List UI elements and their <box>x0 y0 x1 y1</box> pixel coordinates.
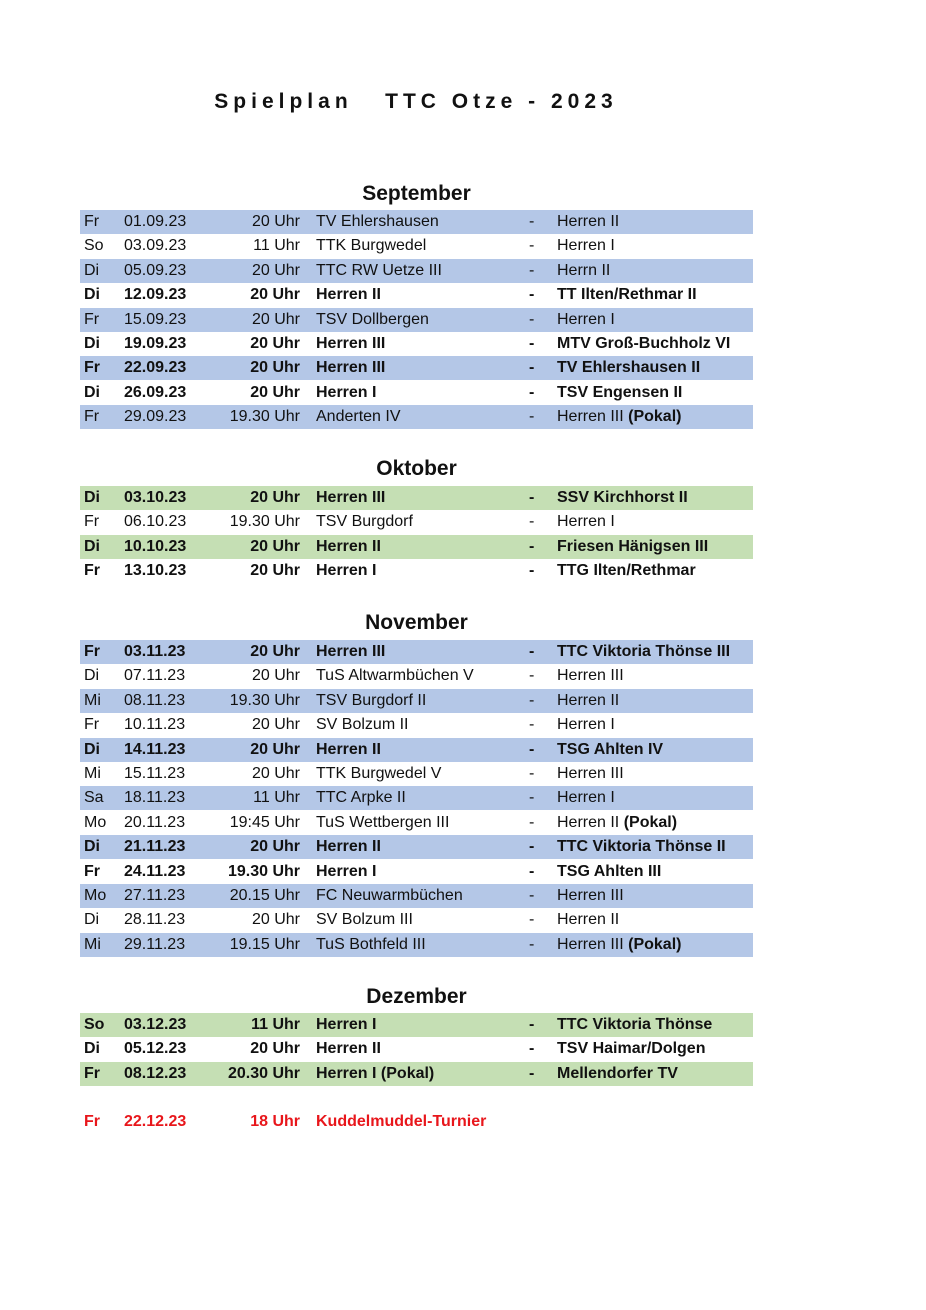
match-time: 19.30 Uhr <box>229 513 300 531</box>
weekday: Di <box>84 286 100 304</box>
dash-separator: - <box>529 643 535 660</box>
match-row <box>80 640 753 664</box>
match-date: 19.09.23 <box>124 335 187 352</box>
home-team: TV Ehlershausen <box>316 213 439 230</box>
match-time: 20 Uhr <box>251 667 300 685</box>
match-row <box>80 713 753 737</box>
match-date: 14.11.23 <box>124 740 186 758</box>
match-time: 20 Uhr <box>250 740 300 758</box>
match-time: 20 Uhr <box>250 359 300 377</box>
match-time: 11 Uhr <box>251 1016 300 1033</box>
match-row <box>80 835 753 859</box>
event-date: 22.12.23 <box>124 1113 187 1130</box>
home-team: Herren II <box>316 286 381 304</box>
match-date: 26.09.23 <box>124 383 187 401</box>
away-team: Herren I <box>557 237 615 255</box>
weekday: Di <box>84 261 100 279</box>
page-title: Spielplan TTC Otze - 2023 <box>214 90 618 113</box>
home-team: TuS Wettbergen III <box>316 813 450 831</box>
away-team: Herrn II <box>557 261 611 279</box>
away-team: TSV Engensen II <box>557 383 683 401</box>
match-row <box>80 738 753 762</box>
match-row <box>80 381 753 405</box>
month-title: September <box>362 182 471 205</box>
match-date: 03.11.23 <box>124 643 186 660</box>
match-row <box>80 356 753 380</box>
away-team: Mellendorfer TV <box>557 1064 678 1082</box>
match-row <box>80 933 753 957</box>
weekday: Di <box>84 537 100 555</box>
match-time: 20 Uhr <box>251 310 300 328</box>
match-time: 20 Uhr <box>250 383 300 401</box>
away-team: MTV Groß-Buchholz VI <box>557 335 731 352</box>
match-date: 28.11.23 <box>124 911 186 929</box>
away-team: Herren II <box>557 213 620 230</box>
month-title: Dezember <box>366 985 467 1008</box>
weekday: Mi <box>84 935 101 953</box>
match-row <box>80 332 753 356</box>
home-team: Herren III <box>316 359 386 377</box>
match-time: 20 Uhr <box>250 537 300 555</box>
match-time: 20.15 Uhr <box>229 887 300 904</box>
home-team: Herren III <box>316 335 386 352</box>
home-team: TSV Burgdorf II <box>316 691 427 709</box>
match-row <box>80 405 753 429</box>
dash-separator: - <box>529 383 535 401</box>
dash-separator: - <box>529 562 535 580</box>
weekday: Sa <box>84 789 104 807</box>
weekday: Fr <box>84 310 100 328</box>
weekday: So <box>84 237 104 255</box>
match-row <box>80 664 753 688</box>
match-date: 08.12.23 <box>124 1064 187 1082</box>
match-row <box>80 1037 753 1061</box>
match-row <box>80 259 753 283</box>
match-date: 10.10.23 <box>124 537 187 555</box>
weekday: So <box>84 1016 105 1033</box>
away-team: Herren I <box>557 513 615 531</box>
dash-separator: - <box>529 213 535 230</box>
home-team: Herren I <box>316 383 377 401</box>
match-date: 05.12.23 <box>124 1040 187 1058</box>
away-team: Herren III (Pokal) <box>557 408 682 426</box>
away-team: TTC Viktoria Thönse III <box>557 643 731 660</box>
match-row <box>80 689 753 713</box>
dash-separator: - <box>529 335 535 352</box>
match-row <box>80 234 753 258</box>
dash-separator: - <box>529 789 535 807</box>
dash-separator: - <box>529 740 535 758</box>
weekday: Di <box>84 383 100 401</box>
weekday: Fr <box>84 213 100 230</box>
weekday: Mo <box>84 887 107 904</box>
match-date: 07.11.23 <box>124 667 186 685</box>
away-team: TV Ehlershausen II <box>557 359 701 377</box>
away-team: Herren III <box>557 887 624 904</box>
match-time: 20 Uhr <box>250 562 300 580</box>
match-time: 20.30 Uhr <box>227 1064 300 1082</box>
match-row <box>80 210 753 234</box>
away-team: TSG Ahlten IV <box>557 740 664 758</box>
home-team: Herren I <box>316 562 377 580</box>
away-team: Herren I <box>557 789 615 807</box>
away-team: Herren III (Pokal) <box>557 935 682 953</box>
match-date: 22.09.23 <box>124 359 187 377</box>
match-row <box>80 786 753 810</box>
home-team: TSV Burgdorf <box>316 513 413 531</box>
match-date: 03.12.23 <box>124 1016 187 1033</box>
weekday: Fr <box>84 359 100 377</box>
match-row <box>80 762 753 786</box>
match-row <box>80 884 753 908</box>
home-team: SV Bolzum III <box>316 911 413 929</box>
home-team: TTC RW Uetze III <box>316 261 442 279</box>
match-row <box>80 486 753 510</box>
dash-separator: - <box>529 887 535 904</box>
match-date: 20.11.23 <box>124 813 186 831</box>
home-team: Herren II <box>316 537 381 555</box>
match-time: 19.30 Uhr <box>229 691 300 709</box>
home-team: TSV Dollbergen <box>316 310 429 328</box>
away-team: Herren II <box>557 691 620 709</box>
weekday: Fr <box>84 408 100 426</box>
away-team: Herren I <box>557 310 615 328</box>
home-team: Herren I (Pokal) <box>316 1064 435 1082</box>
weekday: Fr <box>84 513 100 531</box>
away-team: TTG Ilten/Rethmar <box>557 562 696 580</box>
dash-separator: - <box>529 935 535 953</box>
match-time: 20 Uhr <box>250 489 300 506</box>
match-date: 24.11.23 <box>124 862 186 880</box>
dash-separator: - <box>529 261 535 279</box>
cup-note: (Pokal) <box>623 935 682 953</box>
match-date: 12.09.23 <box>124 286 187 304</box>
dash-separator: - <box>529 513 535 531</box>
match-time: 19.30 Uhr <box>227 862 300 880</box>
away-team: Herren II <box>557 911 620 929</box>
month-title: November <box>365 611 468 634</box>
dash-separator: - <box>529 1040 535 1058</box>
dash-separator: - <box>529 489 535 506</box>
away-team: TSG Ahlten III <box>557 862 662 880</box>
match-date: 21.11.23 <box>124 838 186 856</box>
match-row <box>80 559 753 583</box>
home-team: Herren III <box>316 643 386 660</box>
match-time: 20 Uhr <box>251 765 300 782</box>
match-date: 03.10.23 <box>124 489 187 506</box>
home-team: FC Neuwarmbüchen <box>316 887 463 904</box>
weekday: Mo <box>84 813 107 831</box>
home-team: Herren III <box>316 489 386 506</box>
match-row <box>80 308 753 332</box>
match-time: 20 Uhr <box>251 911 300 929</box>
home-team: Herren I <box>316 1016 377 1033</box>
match-date: 01.09.23 <box>124 213 187 230</box>
match-time: 19.30 Uhr <box>229 408 300 426</box>
weekday: Mi <box>84 765 101 782</box>
dash-separator: - <box>529 1016 535 1033</box>
match-time: 20 Uhr <box>250 335 300 352</box>
match-time: 20 Uhr <box>251 213 300 230</box>
dash-separator: - <box>529 911 535 929</box>
match-time: 20 Uhr <box>250 643 300 660</box>
weekday: Fr <box>84 862 100 880</box>
away-team: TTC Viktoria Thönse II <box>557 838 726 856</box>
dash-separator: - <box>529 716 535 734</box>
dash-separator: - <box>529 310 535 328</box>
weekday: Di <box>84 489 100 506</box>
match-time: 20 Uhr <box>250 286 300 304</box>
match-time: 19:45 Uhr <box>229 813 300 831</box>
match-row <box>80 1062 753 1086</box>
match-time: 19.15 Uhr <box>229 935 300 953</box>
match-row <box>80 535 753 559</box>
match-time: 11 Uhr <box>253 789 300 807</box>
home-team: Herren I <box>316 862 377 880</box>
home-team: SV Bolzum II <box>316 716 409 734</box>
weekday: Mi <box>84 691 101 709</box>
away-team: Herren III <box>557 667 624 685</box>
away-team: TSV Haimar/Dolgen <box>557 1040 706 1058</box>
match-time: 20 Uhr <box>250 838 300 856</box>
match-date: 18.11.23 <box>124 789 186 807</box>
dash-separator: - <box>529 408 535 426</box>
match-date: 10.11.23 <box>124 716 186 734</box>
dash-separator: - <box>529 813 535 831</box>
match-row <box>80 510 753 534</box>
home-team: TuS Bothfeld III <box>316 935 426 953</box>
weekday: Di <box>84 667 100 685</box>
home-team: TTK Burgwedel <box>316 237 427 255</box>
away-team: Herren I <box>557 716 615 734</box>
weekday: Fr <box>84 716 100 734</box>
dash-separator: - <box>529 1064 535 1082</box>
away-team: TTC Viktoria Thönse <box>557 1016 713 1033</box>
weekday: Fr <box>84 1064 100 1082</box>
match-date: 08.11.23 <box>124 691 186 709</box>
weekday: Di <box>84 838 100 856</box>
match-time: 20 Uhr <box>251 716 300 734</box>
match-row <box>80 811 753 835</box>
dash-separator: - <box>529 237 535 255</box>
home-team: TTK Burgwedel V <box>316 765 442 782</box>
home-team: Anderten IV <box>316 408 401 426</box>
home-team: TuS Altwarmbüchen V <box>316 667 474 685</box>
cup-note: (Pokal) <box>619 813 678 831</box>
match-date: 15.09.23 <box>124 310 187 328</box>
weekday: Fr <box>84 562 100 580</box>
away-team: Herren II (Pokal) <box>557 813 678 831</box>
special-event-row <box>80 1110 753 1134</box>
match-time: 11 Uhr <box>253 237 300 255</box>
weekday: Di <box>84 1040 100 1058</box>
dash-separator: - <box>529 691 535 709</box>
match-date: 13.10.23 <box>124 562 187 580</box>
away-team: Herren III <box>557 765 624 782</box>
event-name: Kuddelmuddel-Turnier <box>316 1113 487 1130</box>
weekday: Fr <box>84 643 100 660</box>
match-row <box>80 860 753 884</box>
weekday: Di <box>84 335 100 352</box>
home-team: TTC Arpke II <box>316 789 406 807</box>
weekday: Di <box>84 740 100 758</box>
weekday: Fr <box>84 1113 100 1130</box>
match-date: 29.09.23 <box>124 408 187 426</box>
away-team: TT Ilten/Rethmar II <box>557 286 697 304</box>
home-team: Herren II <box>316 838 381 856</box>
event-time: 18 Uhr <box>250 1113 300 1130</box>
match-date: 29.11.23 <box>124 935 186 953</box>
match-date: 03.09.23 <box>124 237 187 255</box>
match-date: 05.09.23 <box>124 261 187 279</box>
away-team: Friesen Hänigsen III <box>557 537 709 555</box>
dash-separator: - <box>529 359 535 377</box>
dash-separator: - <box>529 537 535 555</box>
dash-separator: - <box>529 765 535 782</box>
cup-note: (Pokal) <box>623 408 682 426</box>
away-team: SSV Kirchhorst II <box>557 489 688 506</box>
month-title: Oktober <box>376 457 457 480</box>
match-date: 27.11.23 <box>124 887 186 904</box>
dash-separator: - <box>529 862 535 880</box>
match-date: 06.10.23 <box>124 513 187 531</box>
match-time: 20 Uhr <box>250 1040 300 1058</box>
match-row <box>80 283 753 307</box>
home-team: Herren II <box>316 1040 381 1058</box>
match-time: 20 Uhr <box>251 261 300 279</box>
dash-separator: - <box>529 838 535 856</box>
match-row <box>80 1013 753 1037</box>
match-date: 15.11.23 <box>124 765 186 782</box>
weekday: Di <box>84 911 100 929</box>
match-row <box>80 908 753 932</box>
dash-separator: - <box>529 286 535 304</box>
home-team: Herren II <box>316 740 381 758</box>
dash-separator: - <box>529 667 535 685</box>
